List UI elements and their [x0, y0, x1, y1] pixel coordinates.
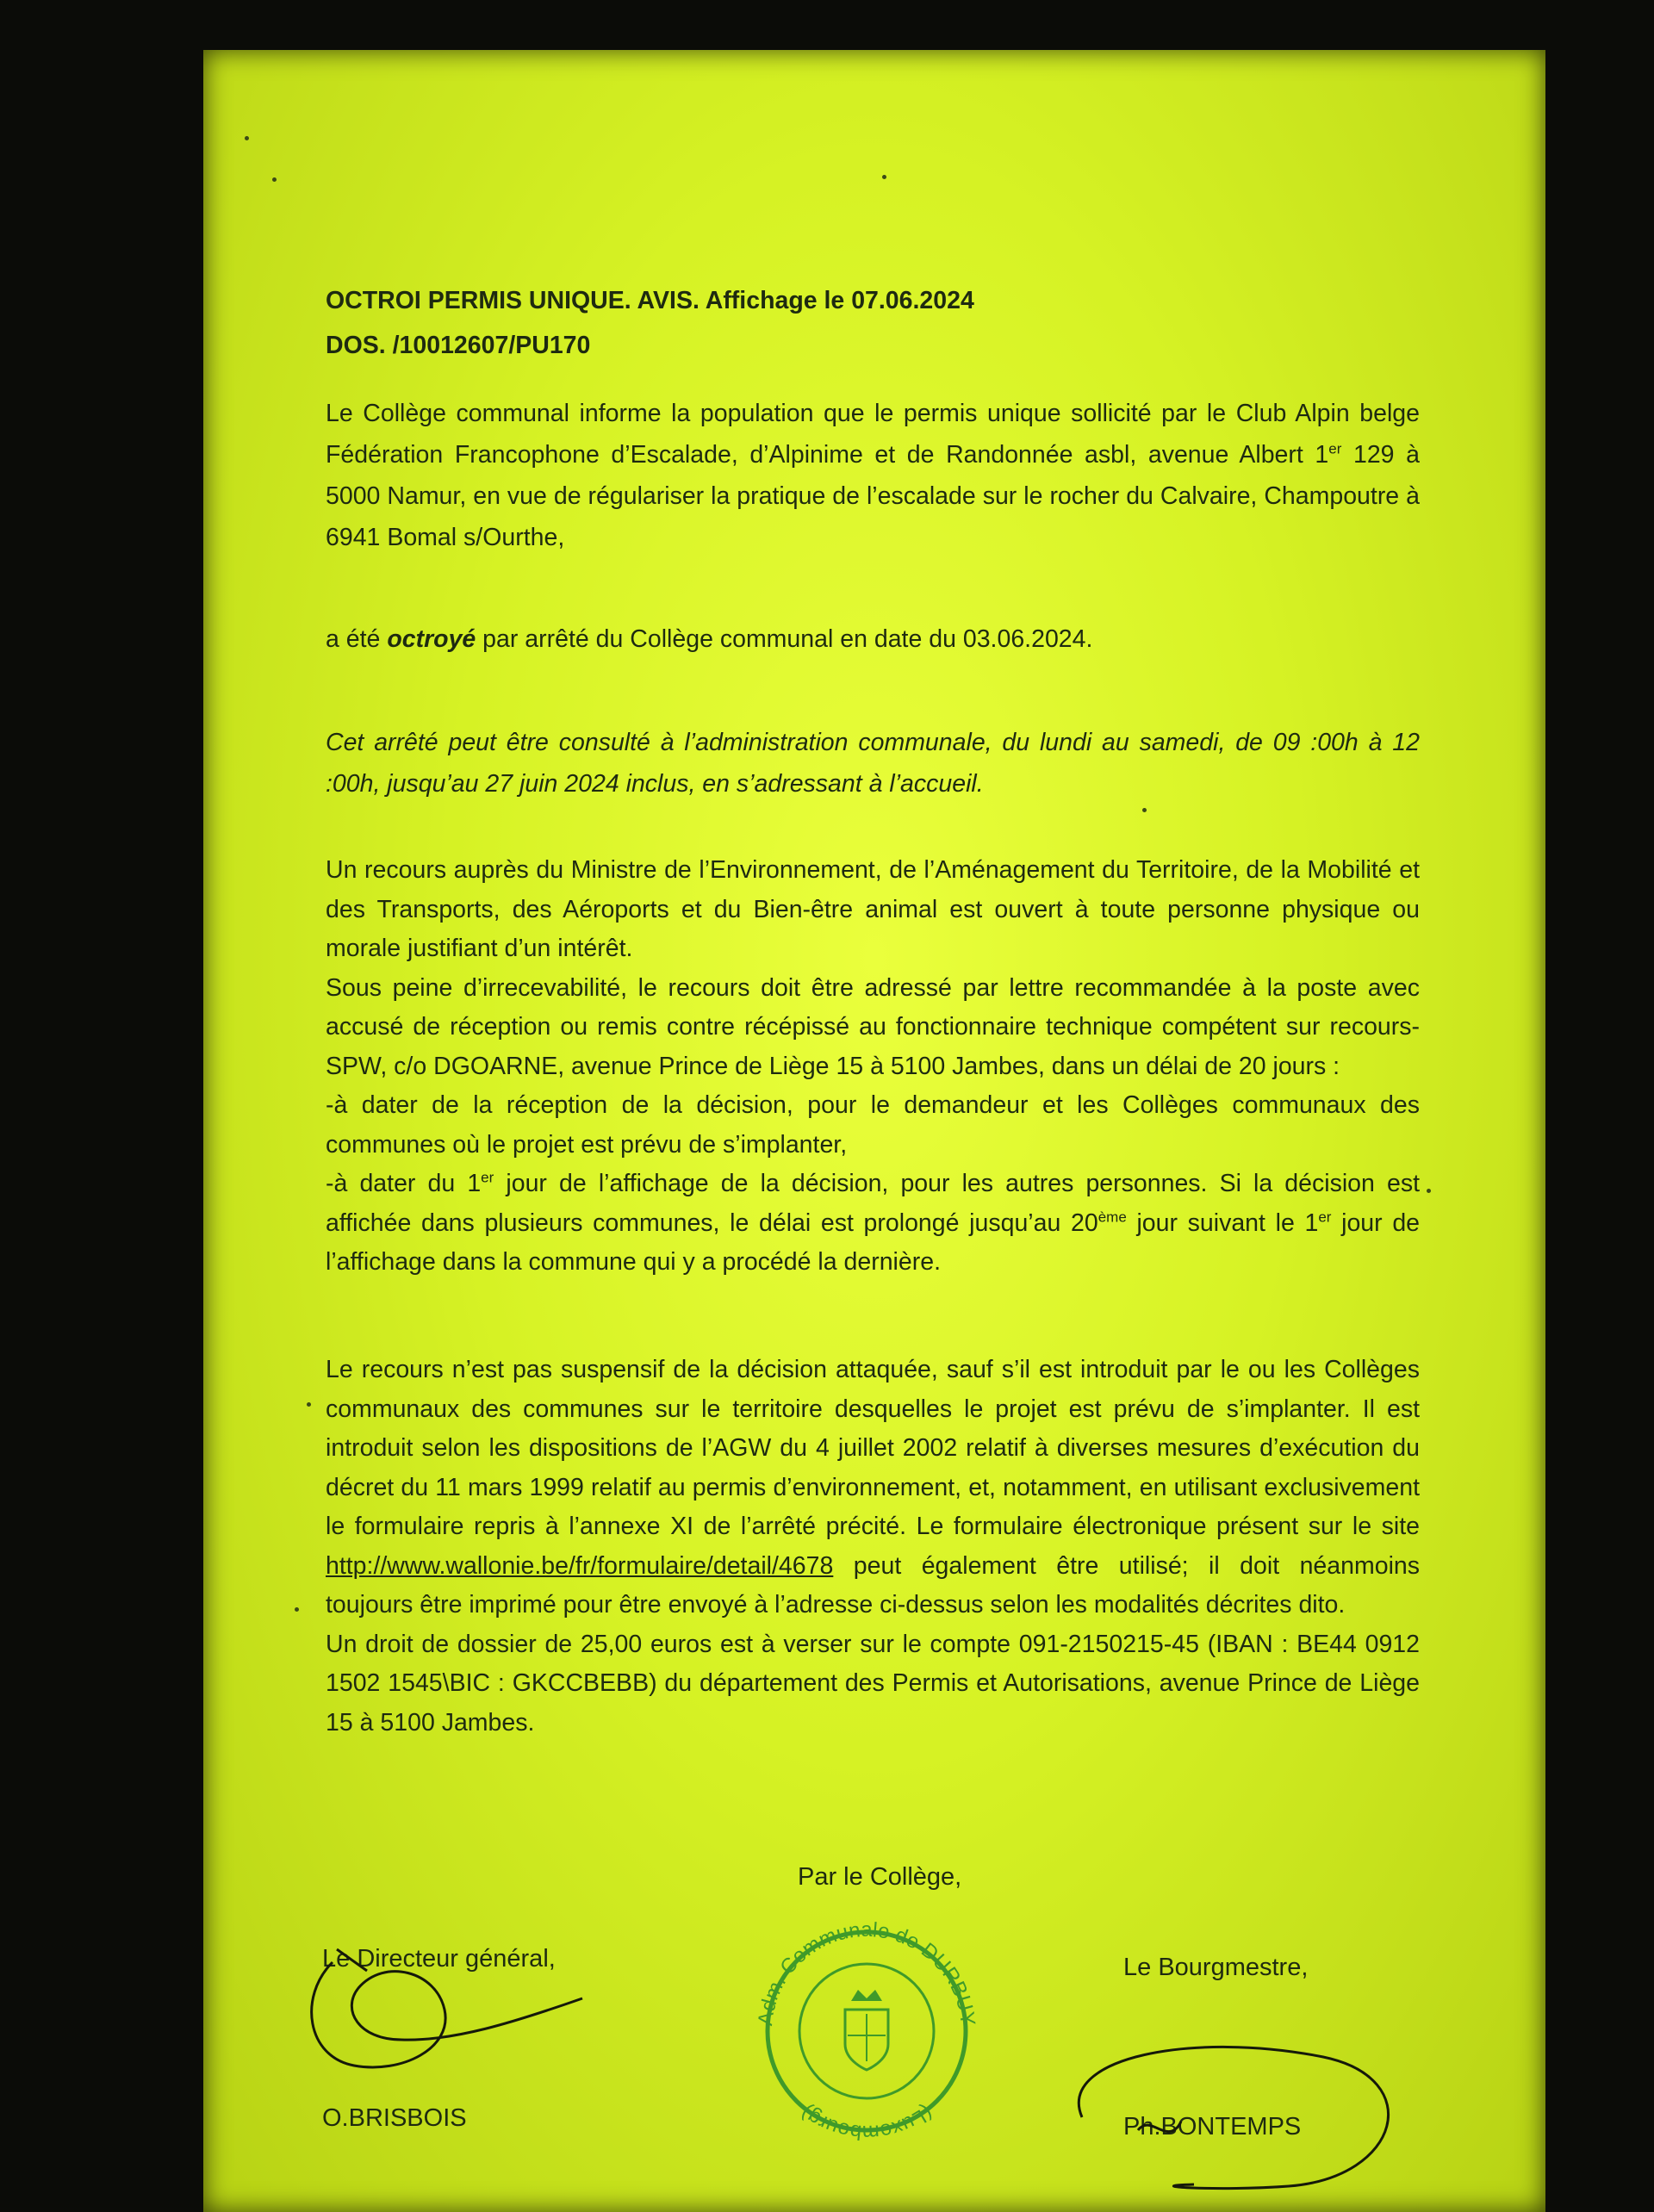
speck	[272, 177, 277, 182]
consultation-paragraph: Cet arrêté peut être consulté à l’administration communale, du lundi au samedi, de 09 :00h à 12 :00h, jusqu’au 27 juin 2024 inclus, en s’adressant à l’accueil.	[326, 729, 1420, 798]
granted-emphasis: octroyé	[387, 625, 476, 653]
municipal-stamp	[203, 50, 1545, 2212]
director-title: Le Directeur général,	[322, 1945, 556, 1973]
speck	[1427, 1189, 1431, 1193]
form-link[interactable]: http://www.wallonie.be/fr/formulaire/detail/4678	[326, 1551, 834, 1580]
notice-title: OCTROI PERMIS UNIQUE. AVIS. Affichage le 07.06.2024	[326, 287, 974, 314]
mayor-name: Ph.BONTEMPS	[1123, 2113, 1302, 2141]
intro-paragraph: Le Collège communal informe la population que le permis unique sollicité par le Club Alpin belge Fédération Francophone d’Escalade, d’Alpinime et de Randonnée asbl, avenue Albert 1er 129 à 5000 Namur, en vue de régulariser la pratique de l’escalade sur le rocher du Calvaire, Champoutre à 6941 Bomal s/Ourthe,	[326, 400, 1420, 551]
rules-paragraph: Le recours n’est pas suspensif de la décision attaquée, sauf s’il est introduit par le ou les Collèges communaux des communes sur le territoire desquelles le projet est prévu de s’implanter. Il est introduit selon les dispositions de l’AGW du 4 juillet 2002 relatif à diverses mesures d’exécution du décret du 11 mars 1999 relatif au permis d’environnement, et, notamment, en utilisant exclusivement le formulaire repris à l’annexe XI de l’arrêté précité. Le formulaire électronique présent sur le site http://www.wallonie.be/fr/formulaire/detail/4678 peut également être utilisé; il doit néanmoins toujours être imprimé pour être envoyé à l’adresse ci-dessus selon les modalités décrites dito.	[326, 1356, 1420, 1619]
svg-text:(Luxembourg): (Luxembourg)	[796, 2100, 937, 2145]
mayor-title: Le Bourgmestre,	[1123, 1954, 1309, 1981]
appeal-deadline-2: -à dater du 1er jour de l’affichage de la décision, pour les autres personnes. Si la décision est affichée dans plusieurs communes, le délai est prolongé jusqu’au 20ème jour suivant le 1er jour de l’affichage dans la commune qui y a procédé la dernière.	[326, 1169, 1421, 1276]
granted-paragraph: a été octroyé par arrêté du Collège communal en date du 03.06.2024.	[326, 625, 1093, 653]
college-label: Par le Collège,	[798, 1863, 962, 1891]
appeal-procedure: Sous peine d’irrecevabilité, le recours doit être adressé par lettre recommandée à la poste avec accusé de réception ou remis contre récépissé au fonctionnaire technique compétent sur recours-SPW, c/o DGOARNE, avenue Prince de Liège 15 à 5100 Jambes, dans un délai de 20 jours :	[326, 973, 1420, 1080]
svg-text:Adm. Communale de DURBUY: Adm. Communale de DURBUY	[754, 1918, 979, 2028]
notice-sheet	[203, 50, 1545, 2212]
speck	[295, 1607, 299, 1612]
speck	[1142, 808, 1147, 812]
dossier-number: DOS. /10012607/PU170	[326, 332, 591, 359]
fee-paragraph: Un droit de dossier de 25,00 euros est à verser sur le compte 091-2150215-45 (IBAN : BE44 0912 1502 1545\BIC : GKCCBEBB) du département des Permis et Autorisations, avenue Prince de Liège 15 à 5100 Jambes.	[326, 1630, 1420, 1737]
appeal-intro: Un recours auprès du Ministre de l’Environnement, de l’Aménagement du Territoire, de la Mobilité et des Transports, des Aéroports et du Bien-être animal est ouvert à toute personne physique ou morale justifiant d’un intérêt.	[326, 856, 1420, 962]
speck	[882, 175, 886, 179]
speck	[245, 136, 249, 140]
director-name: O.BRISBOIS	[322, 2104, 467, 2132]
speck	[307, 1402, 311, 1407]
appeal-deadline-1: -à dater de la réception de la décision, pour le demandeur et les Collèges communaux des communes où le projet est prévu de s’implanter,	[326, 1091, 1420, 1159]
